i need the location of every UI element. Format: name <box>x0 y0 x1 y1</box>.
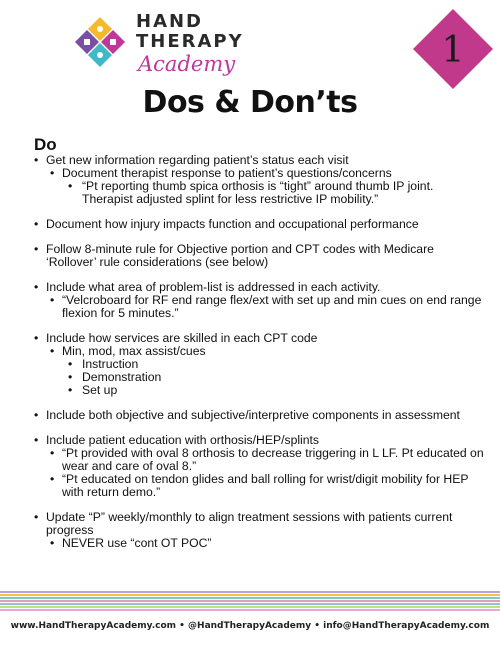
page-number: 1 <box>441 30 465 71</box>
list-item-text: Document how injury impacts function and occupational performance <box>46 217 419 231</box>
sub-sub-list <box>68 180 484 206</box>
list-item-text: Update “P” weekly/monthly to align treatment sessions with patients current progress <box>46 510 453 537</box>
list-item <box>34 511 484 550</box>
do-section <box>34 136 484 550</box>
list-item <box>34 154 484 206</box>
sub-list <box>50 537 484 550</box>
page-title: Dos & Don’ts <box>142 85 358 120</box>
sub-list-item-text: “Pt educated on tendon glides and ball rolling for wrist/digit mobility for HEP with return demo.” <box>62 472 469 499</box>
sub-list-item <box>50 447 484 473</box>
footer-contact: www.HandTherapyAcademy.com • @HandTherapyAcademy • info@HandTherapyAcademy.com <box>10 621 490 631</box>
sub-list-item-text: “Pt provided with oval 8 orthosis to decrease triggering in L LF. Pt educated on wear and care of oval 8.” <box>62 446 484 473</box>
sub-sub-list-item: • Instruction <box>68 358 484 371</box>
list-item <box>34 434 484 499</box>
list-item-text: Include what area of problem-list is addressed in each activity. <box>46 280 381 294</box>
sub-sub-list-item: • Demonstration <box>68 371 484 384</box>
list-item-text: Include how services are skilled in each CPT code <box>46 331 318 345</box>
stripe-line <box>0 591 500 593</box>
sub-list <box>50 345 484 397</box>
sub-list-item-text: Min, mod, max assist/cues <box>62 344 206 358</box>
sub-list <box>50 294 484 320</box>
sub-sub-list-item: • Set up <box>68 384 484 397</box>
sub-list-item-text: NEVER use “cont OT POC” <box>62 536 212 550</box>
stripe-line <box>0 597 500 599</box>
list-item <box>34 409 484 422</box>
logo-line-academy: Academy <box>138 52 236 76</box>
list-item <box>34 332 484 397</box>
section-heading: Do <box>34 135 57 154</box>
logo-line-therapy: THERAPY <box>136 31 244 52</box>
stripe-line <box>0 594 500 596</box>
sub-sub-list-item: • “Pt reporting thumb spica orthosis is “tight” around thumb IP joint. Therapist adjusted splint for less restrictive IP mobility.” <box>68 180 484 206</box>
list-item-text: Get new information regarding patient’s status each visit <box>46 153 349 167</box>
decorative-stripes <box>0 591 500 613</box>
list-item <box>34 218 484 231</box>
stripe-line <box>0 603 500 605</box>
stripe-line <box>0 609 500 611</box>
list-item <box>34 281 484 320</box>
do-list <box>34 154 484 550</box>
sub-list-item-text: “Velcroboard for RF end range flex/ext with set up and min cues on end range flexion for 5 minutes.” <box>62 293 482 320</box>
logo-line-hand: HAND <box>136 11 204 32</box>
list-item-text: Follow 8-minute rule for Objective portion and CPT codes with Medicare ‘Rollover’ rule considerations (see below) <box>46 242 434 269</box>
sub-list <box>50 167 484 206</box>
stripe-line <box>0 600 500 602</box>
list-item-text: Include patient education with orthosis/HEP/splints <box>46 433 320 447</box>
stripe-line <box>0 606 500 608</box>
list-item <box>34 243 484 269</box>
sub-list-item <box>50 345 484 397</box>
page-number-badge <box>412 8 494 90</box>
sub-list-item <box>50 167 484 206</box>
sub-list-item <box>50 294 484 320</box>
sub-list-item <box>50 537 484 550</box>
sub-list <box>50 447 484 499</box>
logo <box>72 8 244 78</box>
list-item-text: Include both objective and subjective/interpretive components in assessment <box>46 408 460 422</box>
sub-sub-list <box>68 358 484 397</box>
sub-list-item-text: Document therapist response to patient’s questions/concerns <box>62 166 392 180</box>
logo-diamond-icon <box>72 14 128 70</box>
sub-list-item <box>50 473 484 499</box>
